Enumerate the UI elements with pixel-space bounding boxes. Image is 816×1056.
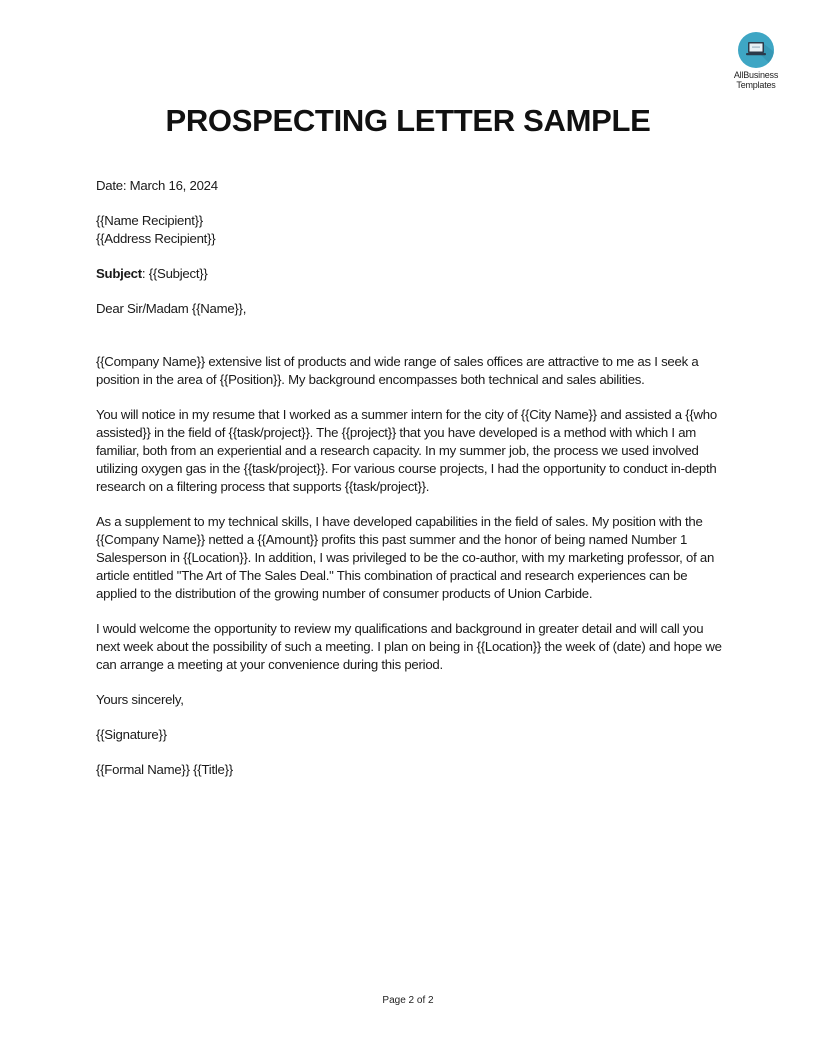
salutation: Dear Sir/Madam {{Name}}, xyxy=(96,301,247,316)
paragraph-3: As a supplement to my technical skills, I have developed capabilities in the field of sales. My position with the {{Company Name}} netted a {{Amount}} profits this past summer and the honor of being named Number 1 Salesperson in {{Location}}. In addition, I was privileged to be the co-author, with my marketing professor, of an article entitled "The Art of The Sales Deal." This combination of practical and research experiences can be applied to the distribution of the growing number of consumer products of Union Carbide. xyxy=(96,514,715,601)
paragraph-1: {{Company Name}} extensive list of products and wide range of sales offices are attractive to me as I seek a position in the area of {{Position}}. My background encompasses both technical and sales abilities. xyxy=(96,354,699,387)
logo-line-1: AllBusiness xyxy=(733,70,779,80)
formal-name-title: {{Formal Name}} {{Title}} xyxy=(96,762,233,777)
letter-date: Date: March 16, 2024 xyxy=(96,178,218,193)
subject-line xyxy=(96,265,726,283)
page-number: Page 2 of 2 xyxy=(382,995,434,1006)
letter-body xyxy=(96,177,726,779)
recipient-name: {{Name Recipient}} xyxy=(96,213,203,228)
paragraph-4: I would welcome the opportunity to review my qualifications and background in greater detail and will call you next week about the possibility of such a meeting. I plan on being in {{Location}} the week of (date) and hope we can arrange a meeting at your convenience during this period. xyxy=(96,621,722,672)
logo-line-2: Templates xyxy=(736,80,776,90)
laptop-icon xyxy=(738,32,774,68)
logo-text xyxy=(726,70,786,90)
signature: {{Signature}} xyxy=(96,727,167,742)
paragraph-2: You will notice in my resume that I worked as a summer intern for the city of {{City Name}} and assisted a {{who assisted}} in the field of {{task/project}}. The {{project}} that you have developed is a method with which I am familiar, both from an experiential and a research capacity. In my summer job, the process we used involved utilizing oxygen gas in the {{task/project}}. For various course projects, I had the opportunity to conduct in-depth research on a filtering process that supports {{task/project}}. xyxy=(96,407,717,494)
allbusiness-templates-logo xyxy=(726,32,786,90)
recipient-address: {{Address Recipient}} xyxy=(96,231,216,246)
subject-label: Subject xyxy=(96,266,142,281)
document-title: PROSPECTING LETTER SAMPLE xyxy=(165,103,651,138)
closing: Yours sincerely, xyxy=(96,692,184,707)
subject-value: : {{Subject}} xyxy=(141,266,208,281)
